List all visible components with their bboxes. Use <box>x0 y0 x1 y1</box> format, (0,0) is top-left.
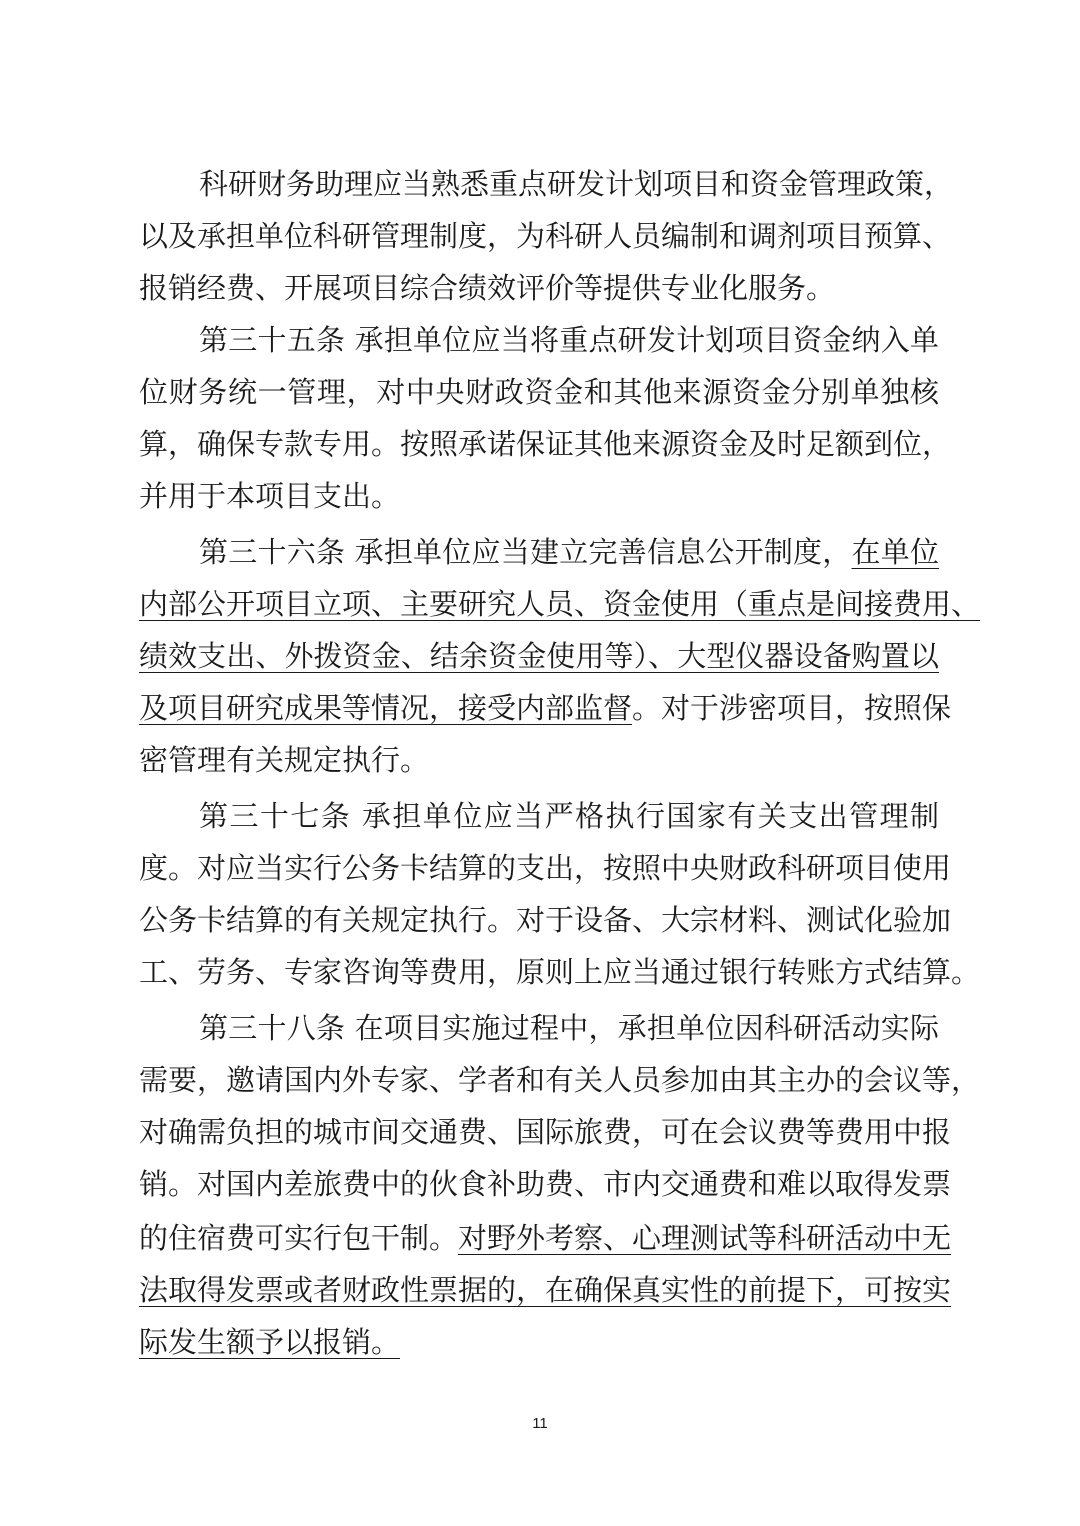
article-35-line-4: 并用于本项目支出。 <box>139 479 401 513</box>
article-36-line-1: 第三十六条 承担单位应当建立完善信息公开制度，在单位 <box>199 535 939 569</box>
article-37-line-2: 度。对应当实行公务卡结算的支出，按照中央财政科研项目使用 <box>139 851 952 885</box>
underlined-text: 及项目研究成果等情况，接受内部监督 <box>139 691 633 725</box>
paragraph-1-line-3: 报销经费、开展项目综合绩效评价等提供专业化服务。 <box>139 271 836 305</box>
article-35-line-1: 第三十五条 承担单位应当将重点研发计划项目资金纳入单 <box>199 323 939 357</box>
page-number: 11 <box>532 1415 548 1432</box>
article-36-line-5: 密管理有关规定执行。 <box>139 743 430 777</box>
article-38-line-3: 对确需负担的城市间交通费、国际旅费，可在会议费等费用中报 <box>139 1115 952 1149</box>
article-37-line-4: 工、劳务、专家咨询等费用，原则上应当通过银行转账方式结算。 <box>139 955 981 989</box>
article-38-line-1: 第三十八条 在项目实施过程中，承担单位因科研活动实际 <box>199 1011 939 1045</box>
article-35-line-2: 位财务统一管理，对中央财政资金和其他来源资金分别单独核 <box>139 375 939 409</box>
paragraph-1-line-1: 科研财务助理应当熟悉重点研发计划项目和资金管理政策， <box>199 167 954 201</box>
article-36-line-4: 及项目研究成果等情况，接受内部监督。对于涉密项目，按照保 <box>139 691 952 725</box>
underlined-text: 在单位 <box>851 535 939 569</box>
article-35-line-3: 算，确保专款专用。按照承诺保证其他来源资金及时足额到位， <box>139 427 952 461</box>
article-38-line-5: 的住宿费可实行包干制。对野外考察、心理测试等科研活动中无 <box>139 1221 952 1255</box>
article-38-line-2: 需要，邀请国内外专家、学者和有关人员参加由其主办的会议等， <box>139 1063 981 1097</box>
article-36-line-2 <box>139 582 981 626</box>
article-38-line-7 <box>139 1320 400 1364</box>
underlined-text: 绩效支出、外拨资金、结余资金使用等）、大型仪器设备购置以 <box>139 639 939 673</box>
article-38-line-6 <box>139 1268 952 1312</box>
paragraph-1-line-2: 以及承担单位科研管理制度，为科研人员编制和调剂项目预算、 <box>139 219 952 253</box>
underlined-text: 对野外考察、心理测试等科研活动中无 <box>458 1221 952 1255</box>
article-38-line-4: 销。对国内差旅费中的伙食补助费、市内交通费和难以取得发票 <box>139 1167 952 1201</box>
article-37-line-1: 第三十七条 承担单位应当严格执行国家有关支出管理制 <box>199 799 939 833</box>
article-36-line-3 <box>139 634 939 678</box>
underlined-text: 际发生额予以报销。 <box>139 1325 401 1359</box>
underlined-text: 内部公开项目立项、主要研究人员、资金使用（重点是间接费用、 <box>139 587 981 621</box>
underlined-text: 法取得发票或者财政性票据的，在确保真实性的前提下，可按实 <box>139 1273 952 1307</box>
article-37-line-3: 公务卡结算的有关规定执行。对于设备、大宗材料、测试化验加 <box>139 903 952 937</box>
